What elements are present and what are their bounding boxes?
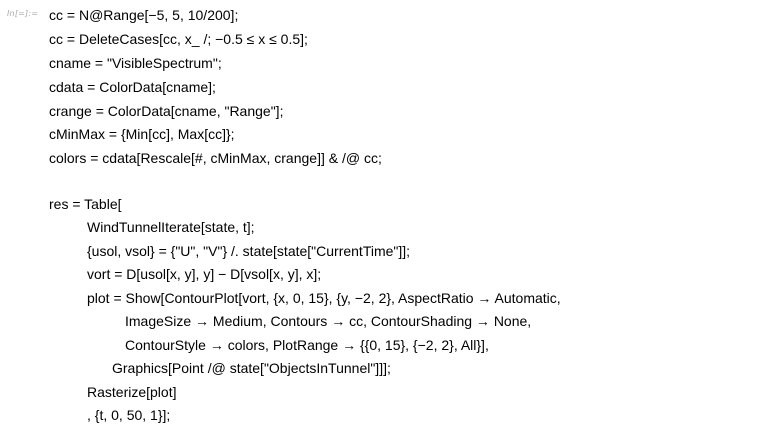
code-line[interactable]: cc = DeleteCases[cc, x_ /; −0.5 ≤ x ≤ 0.5]; [49,31,308,47]
code-line[interactable]: plot = Show[ContourPlot[vort, {x, 0, 15}, {y, −2, 2}, AspectRatio → Automatic, [87,290,561,306]
code-line[interactable]: colors = cdata[Rescale[#, cMinMax, crange]] & /@ cc; [49,150,382,166]
code-line[interactable]: ContourStyle → colors, PlotRange → {{0, 15}, {−2, 2}, All}], [125,337,489,353]
code-line[interactable]: Graphics[Point /@ state["ObjectsInTunnel"]]]; [112,360,391,376]
code-line[interactable]: {usol, vsol} = {"U", "V"} /. state[state["CurrentTime"]]; [87,243,411,259]
code-line[interactable]: WindTunnelIterate[state, t]; [87,219,255,235]
code-line[interactable]: res = Table[ [49,196,122,212]
code-line[interactable]: cc = N@Range[−5, 5, 10/200]; [49,7,239,23]
code-line[interactable]: Rasterize[plot] [87,384,177,400]
code-line[interactable]: cMinMax = {Min[cc], Max[cc]}; [49,126,235,142]
code-line[interactable]: crange = ColorData[cname, "Range"]; [49,103,284,119]
code-line[interactable]: cdata = ColorData[cname]; [49,79,216,95]
code-line[interactable]: , {t, 0, 50, 1}]; [87,407,171,423]
code-line[interactable]: vort = D[usol[x, y], y] − D[vsol[x, y], x]; [87,266,322,282]
code-line[interactable]: cname = "VisibleSpectrum"; [49,55,222,71]
input-cell-label: In[=]:= [7,9,39,18]
code-line[interactable]: ImageSize → Medium, Contours → cc, ContourShading → None, [125,313,532,329]
